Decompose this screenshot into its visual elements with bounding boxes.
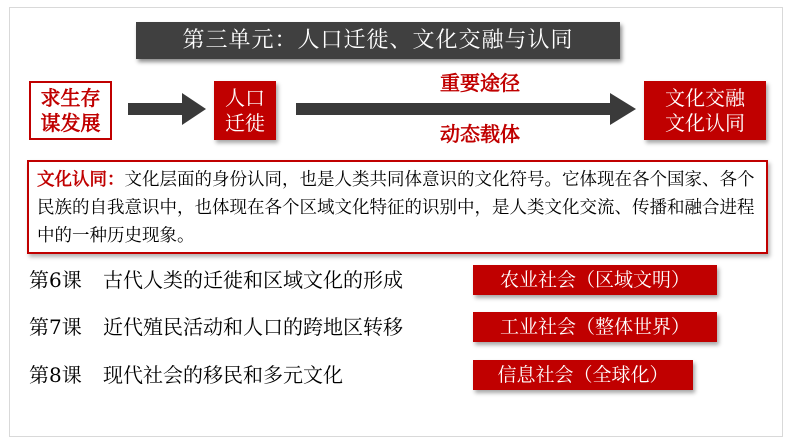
lesson-title: 近代殖民活动和人口的跨地区转移 <box>103 315 403 339</box>
lesson-6 <box>29 266 403 294</box>
result-line-2: 文化认同 <box>665 110 745 135</box>
lesson-8 <box>29 361 343 389</box>
migration-line-1: 人口 <box>225 85 265 110</box>
short-arrow-icon <box>128 92 208 126</box>
start-line-2: 谋发展 <box>40 110 101 135</box>
lesson-number: 第7课 <box>29 315 82 339</box>
route-label-bottom: 动态载体 <box>440 122 520 146</box>
lesson-tag: 工业社会（整体世界） <box>473 312 717 342</box>
route-label-top: 重要途径 <box>440 71 520 95</box>
lesson-title: 古代人类的迁徙和区域文化的形成 <box>103 268 403 292</box>
unit-title: 第三单元：人口迁徙、文化交融与认同 <box>136 22 620 59</box>
lesson-number: 第8课 <box>29 363 82 387</box>
definition-box <box>27 160 768 254</box>
lesson-tag: 信息社会（全球化） <box>473 360 693 390</box>
migration-line-2: 迁徙 <box>225 110 265 135</box>
definition-text: 文化层面的身份认同，也是人类共同体意识的文化符号。它体现在各个国家、各个民族的自我意识中，也体现在各个区域文化特征的识别中，是人类文化交流、传播和融合进程中的一种历史现象。 <box>37 170 755 246</box>
start-line-1: 求生存 <box>40 85 101 110</box>
lesson-number: 第6课 <box>29 268 82 292</box>
lesson-7 <box>29 313 403 341</box>
lesson-tag: 农业社会（区域文明） <box>473 265 717 295</box>
lesson-title: 现代社会的移民和多元文化 <box>103 363 343 387</box>
start-box <box>29 81 112 140</box>
result-line-1: 文化交融 <box>665 85 745 110</box>
migration-box <box>214 81 276 140</box>
result-box <box>644 81 766 140</box>
definition-term: 文化认同： <box>37 170 125 190</box>
